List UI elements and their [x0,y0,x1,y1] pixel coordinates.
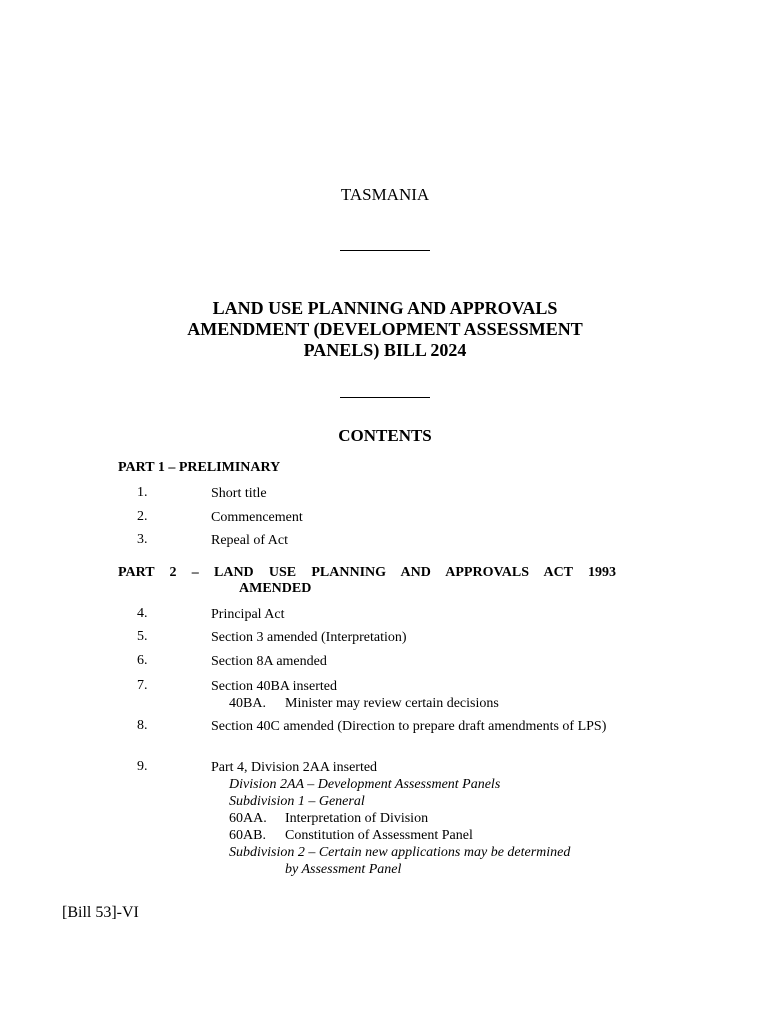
toc-item-principal-act: Principal Act [211,607,285,622]
part2-heading [118,565,616,597]
part1-heading: PART 1 – PRELIMINARY [118,460,281,475]
toc-item-section-3: Section 3 amended (Interpretation) [211,630,407,645]
item-number: 2. [137,509,148,524]
toc-subsection [211,695,616,712]
toc-item-section-40ba [211,678,616,712]
subdivision-heading: Subdivision 1 – General [229,794,365,809]
bill-title [100,298,670,361]
item-number: 7. [137,678,148,693]
subdivision-heading: Subdivision 2 – Certain new applications may be determined [229,845,571,860]
item-number: 8. [137,718,148,733]
divider-rule [340,397,430,398]
item-number: 3. [137,532,148,547]
toc-item-section-8a: Section 8A amended [211,654,327,669]
bill-title-line: AMENDMENT (DEVELOPMENT ASSESSMENT [187,319,583,339]
part2-heading-line: AMENDED [239,581,312,596]
jurisdiction-heading: TASMANIA [340,185,430,204]
subdivision-heading-cont: by Assessment Panel [285,862,402,877]
toc-subsection [211,810,616,827]
toc-item-short-title: Short title [211,486,267,501]
toc-item-text: Section 40BA inserted [211,679,337,694]
toc-item-commencement: Commencement [211,510,303,525]
subsection-number: 40BA. [229,696,266,711]
toc-item-text: Part 4, Division 2AA inserted [211,760,378,775]
item-number: 9. [137,759,148,774]
subsection-text: Interpretation of Division [285,811,429,826]
subsection-text: Minister may review certain decisions [285,696,499,711]
toc-item-part4-division [211,759,616,878]
toc-item-section-40c: Section 40C amended (Direction to prepare draft amendments of LPS) [211,719,607,734]
item-number: 1. [137,485,148,500]
subsection-text: Constitution of Assessment Panel [285,828,473,843]
division-heading: Division 2AA – Development Assessment Panels [229,777,501,792]
bill-title-line: PANELS) BILL 2024 [303,340,467,360]
toc-subsection [211,827,616,844]
item-number: 4. [137,606,148,621]
subsection-number: 60AB. [229,828,266,843]
bill-title-line: LAND USE PLANNING AND APPROVALS [212,298,558,318]
subsection-number: 60AA. [229,811,267,826]
toc-item-repeal: Repeal of Act [211,533,288,548]
contents-heading: CONTENTS [338,426,432,445]
item-number: 6. [137,653,148,668]
bill-reference: [Bill 53]-VI [62,904,139,921]
item-number: 5. [137,629,148,644]
divider-rule [340,250,430,251]
part2-heading-line: PART 2 – LAND USE PLANNING AND APPROVALS ACT 1993 [118,565,616,580]
